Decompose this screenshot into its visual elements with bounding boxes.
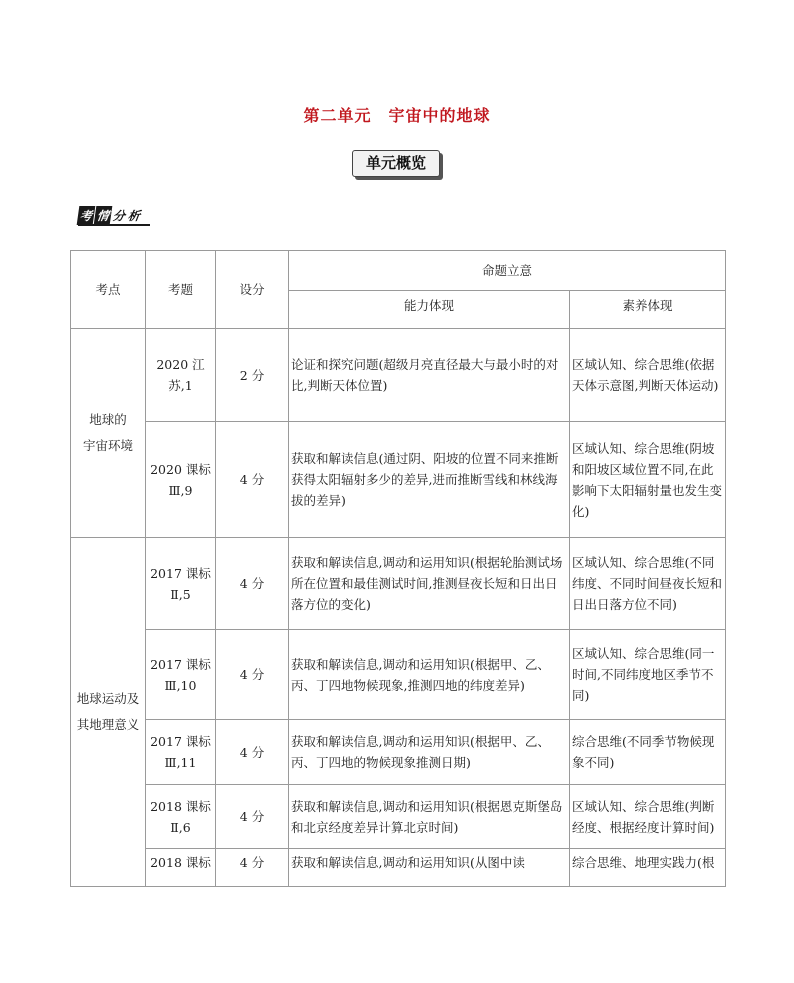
suyang-cell: 区域认知、综合思维(不同纬度、不同时间昼夜长短和日出日落方位不同) (570, 538, 726, 630)
nengli-cell: 论证和探究问题(超级月亮直径最大与最小时的对比,判断天体位置) (289, 329, 570, 422)
suyang-cell: 区域认知、综合思维(同一时间,不同纬度地区季节不同) (570, 630, 726, 720)
table-row (71, 785, 726, 849)
badge-char: 考 (77, 206, 96, 225)
shefen-cell: 4 分 (216, 538, 289, 630)
shefen-cell: 4 分 (216, 849, 289, 887)
shefen-cell: 2 分 (216, 329, 289, 422)
suyang-cell: 综合思维、地理实践力(根 (570, 849, 726, 887)
badge-underline (78, 224, 150, 226)
table-row (71, 849, 726, 887)
badge-char: 情 (94, 206, 113, 225)
nengli-cell: 获取和解读信息,调动和运用知识(从图中读 (289, 849, 570, 887)
shefen-cell: 4 分 (216, 422, 289, 538)
kaoti-cell: 2017 课标 Ⅱ,5 (146, 538, 216, 630)
header-nengli: 能力体现 (289, 291, 570, 329)
exam-analysis-badge (78, 205, 154, 225)
kaoti-cell: 2018 课标 (146, 849, 216, 887)
header-kaoti: 考题 (146, 251, 216, 329)
suyang-cell: 区域认知、综合思维(判断经度、根据经度计算时间) (570, 785, 726, 849)
nengli-cell: 获取和解读信息,调动和运用知识(根据恩克斯堡岛和北京经度差异计算北京时间) (289, 785, 570, 849)
kaodian-cell: 地球运动及 其地理意义 (71, 538, 146, 887)
suyang-cell: 区域认知、综合思维(阴坡和阳坡区域位置不同,在此影响下太阳辐射量也发生变化) (570, 422, 726, 538)
table-row (71, 329, 726, 422)
suyang-cell: 综合思维(不同季节物候现象不同) (570, 720, 726, 785)
badge-char: 分 (111, 208, 126, 223)
nengli-cell: 获取和解读信息,调动和运用知识(根据甲、乙、丙、丁四地物候现象,推测四地的纬度差异) (289, 630, 570, 720)
table-row (71, 720, 726, 785)
header-mingti: 命题立意 (289, 251, 726, 291)
nengli-cell: 获取和解读信息,调动和运用知识(根据甲、乙、丙、丁四地的物候现象推测日期) (289, 720, 570, 785)
shefen-cell: 4 分 (216, 630, 289, 720)
kaoti-cell: 2017 课标 Ⅲ,11 (146, 720, 216, 785)
shefen-cell: 4 分 (216, 720, 289, 785)
suyang-cell: 区域认知、综合思维(依据天体示意图,判断天体运动) (570, 329, 726, 422)
kaoti-cell: 2018 课标 Ⅱ,6 (146, 785, 216, 849)
header-kaodian: 考点 (71, 251, 146, 329)
nengli-cell: 获取和解读信息,调动和运用知识(根据轮胎测试场所在位置和最佳测试时间,推测昼夜长短和日出日落方位的变化) (289, 538, 570, 630)
kaoti-cell: 2020 江苏,1 (146, 329, 216, 422)
exam-analysis-table (70, 250, 726, 887)
header-shefen: 设分 (216, 251, 289, 329)
header-suyang: 素养体现 (570, 291, 726, 329)
table-row (71, 630, 726, 720)
kaodian-cell: 地球的 宇宙环境 (71, 329, 146, 538)
badge-char: 析 (126, 208, 141, 223)
page-title: 第二单元 宇宙中的地球 (303, 106, 491, 125)
kaoti-cell: 2017 课标 Ⅲ,10 (146, 630, 216, 720)
unit-overview-label: 单元概览 (352, 150, 440, 177)
table-row (71, 538, 726, 630)
table-row (71, 422, 726, 538)
nengli-cell: 获取和解读信息(通过阴、阳坡的位置不同来推断获得太阳辐射多少的差异,进而推断雪线和林线海拔的差异) (289, 422, 570, 538)
kaoti-cell: 2020 课标 Ⅲ,9 (146, 422, 216, 538)
shefen-cell: 4 分 (216, 785, 289, 849)
